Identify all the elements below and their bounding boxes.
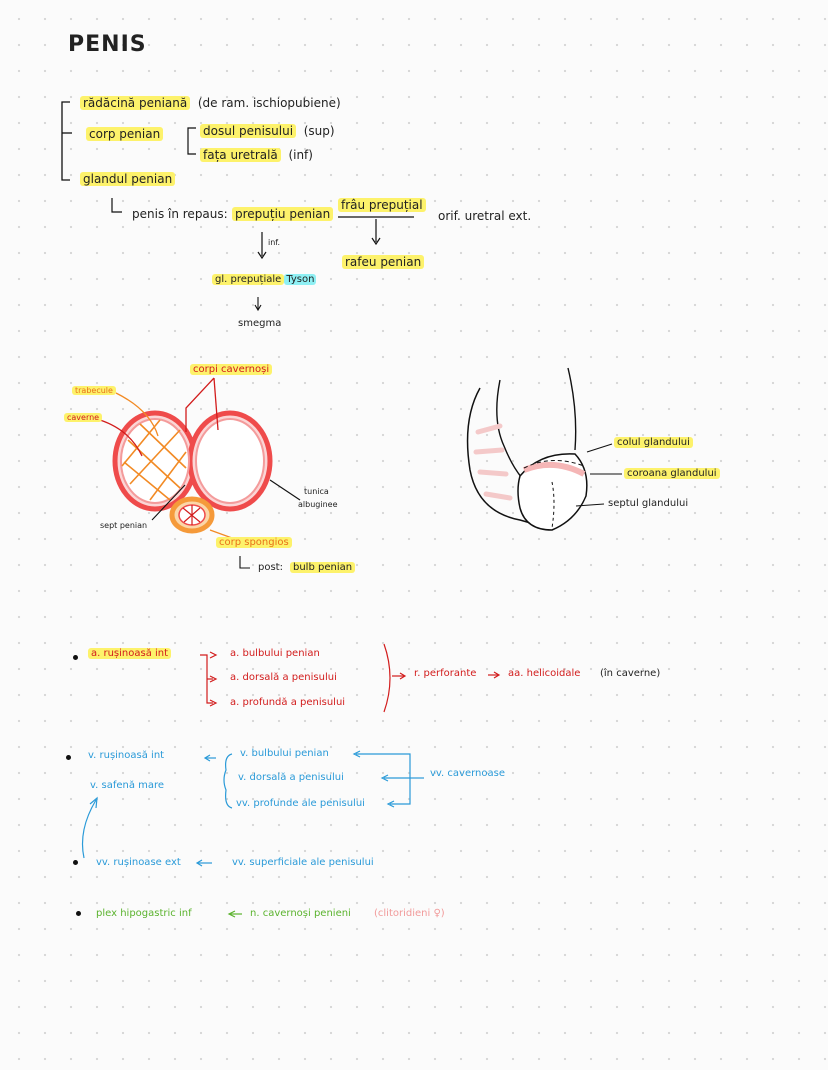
artery-main-label: [88, 648, 171, 660]
body-text: corp penian: [86, 127, 163, 141]
post-label: post:: [258, 562, 283, 573]
raphe-text: rafeu penian: [342, 255, 424, 269]
coroana-label: [624, 468, 720, 480]
dorsum-text: dosul penisului: [200, 124, 296, 138]
inf-note: inf.: [268, 238, 281, 247]
corpora-cavernosa-label: [190, 364, 272, 376]
preputial-glands-text: gl. prepuțiale: [212, 274, 284, 285]
colul-text: colul glandului: [614, 437, 693, 448]
vein-branch-2: v. dorsală a penisului: [238, 772, 344, 783]
artery-branch-1: a. bulbului penian: [230, 648, 320, 659]
rest-label: penis în repaus:: [132, 207, 228, 221]
dorsum-note: (sup): [303, 124, 335, 138]
root-note: (de ram. ischiopubiene): [197, 96, 341, 110]
artery-branch-3: a. profundă a penisului: [230, 697, 346, 708]
bullet: [66, 755, 71, 760]
caverne-note: (în caverne): [600, 668, 661, 679]
sept-label: sept penian: [100, 521, 148, 530]
artery-main-text: a. rușinoasă int: [88, 648, 171, 659]
caverne-text: caverne: [64, 413, 102, 422]
albuginee-label: albuginee: [298, 500, 338, 509]
caverne-label: [64, 413, 102, 423]
urethral-note: (inf): [288, 148, 313, 162]
bulb-text: bulb penian: [290, 562, 355, 573]
vein-superficial-label: vv. superficiale ale penisului: [232, 857, 374, 868]
vein-branch-1: v. bulbului penian: [240, 748, 329, 759]
page-title: PENIS: [68, 32, 147, 57]
root-text: rădăcină peniană: [80, 96, 190, 110]
artery-branch-2: a. dorsală a penisului: [230, 672, 337, 683]
urethral-face-text: fața uretrală: [200, 148, 281, 162]
trabecule-label: [72, 386, 116, 396]
glans-text: glandul penian: [80, 172, 175, 186]
corpora-cavernosa-text: corpi cavernoși: [190, 364, 272, 375]
septul-label: septul glandului: [608, 498, 689, 509]
urethral-orifice-label: orif. uretral ext.: [438, 209, 532, 223]
colul-label: [614, 437, 693, 449]
tunica-label: tunica: [304, 487, 329, 496]
cavernous-nerves-label: n. cavernoși penieni: [250, 908, 351, 919]
perforante-label: r. perforante: [414, 668, 477, 679]
clitoris-note: (clitoridieni ♀): [374, 908, 445, 919]
prepuce-label: [232, 207, 333, 222]
glans-label: [80, 172, 175, 187]
tyson-text: Tyson: [286, 274, 315, 285]
bullet: [73, 860, 78, 865]
prepuce-text: prepuțiu penian: [232, 207, 333, 221]
root-label: [80, 96, 341, 111]
coroana-text: coroana glandului: [624, 468, 720, 479]
helicoidale-label: aa. helicoidale: [508, 668, 581, 679]
dorsum-label: [200, 124, 335, 139]
frenulum-label: [338, 198, 426, 213]
corp-spongios-label: [216, 537, 292, 549]
bullet: [76, 911, 81, 916]
smegma-label: smegma: [238, 318, 282, 329]
bulb-label: [290, 562, 355, 574]
vein-branch-3: vv. profunde ale penisului: [236, 798, 365, 809]
bullet: [73, 655, 78, 660]
vein-safena-label: v. safenă mare: [90, 780, 165, 791]
preputial-glands-label: [212, 274, 316, 286]
raphe-label: [342, 255, 424, 270]
plexus-label: plex hipogastric inf: [96, 908, 192, 919]
glans-drawing: [468, 368, 622, 530]
vein-internal-label: v. rușinoasă int: [88, 750, 165, 761]
vein-cavernoase-label: vv. cavernoase: [430, 768, 505, 779]
frenulum-text: frâu prepuțial: [338, 198, 426, 212]
body-label: [86, 127, 163, 142]
corp-spongios-text: corp spongios: [216, 537, 292, 548]
urethral-face-label: [200, 148, 313, 163]
trabecule-text: trabecule: [72, 386, 116, 395]
vein-external-label: vv. rușinoase ext: [96, 857, 181, 868]
